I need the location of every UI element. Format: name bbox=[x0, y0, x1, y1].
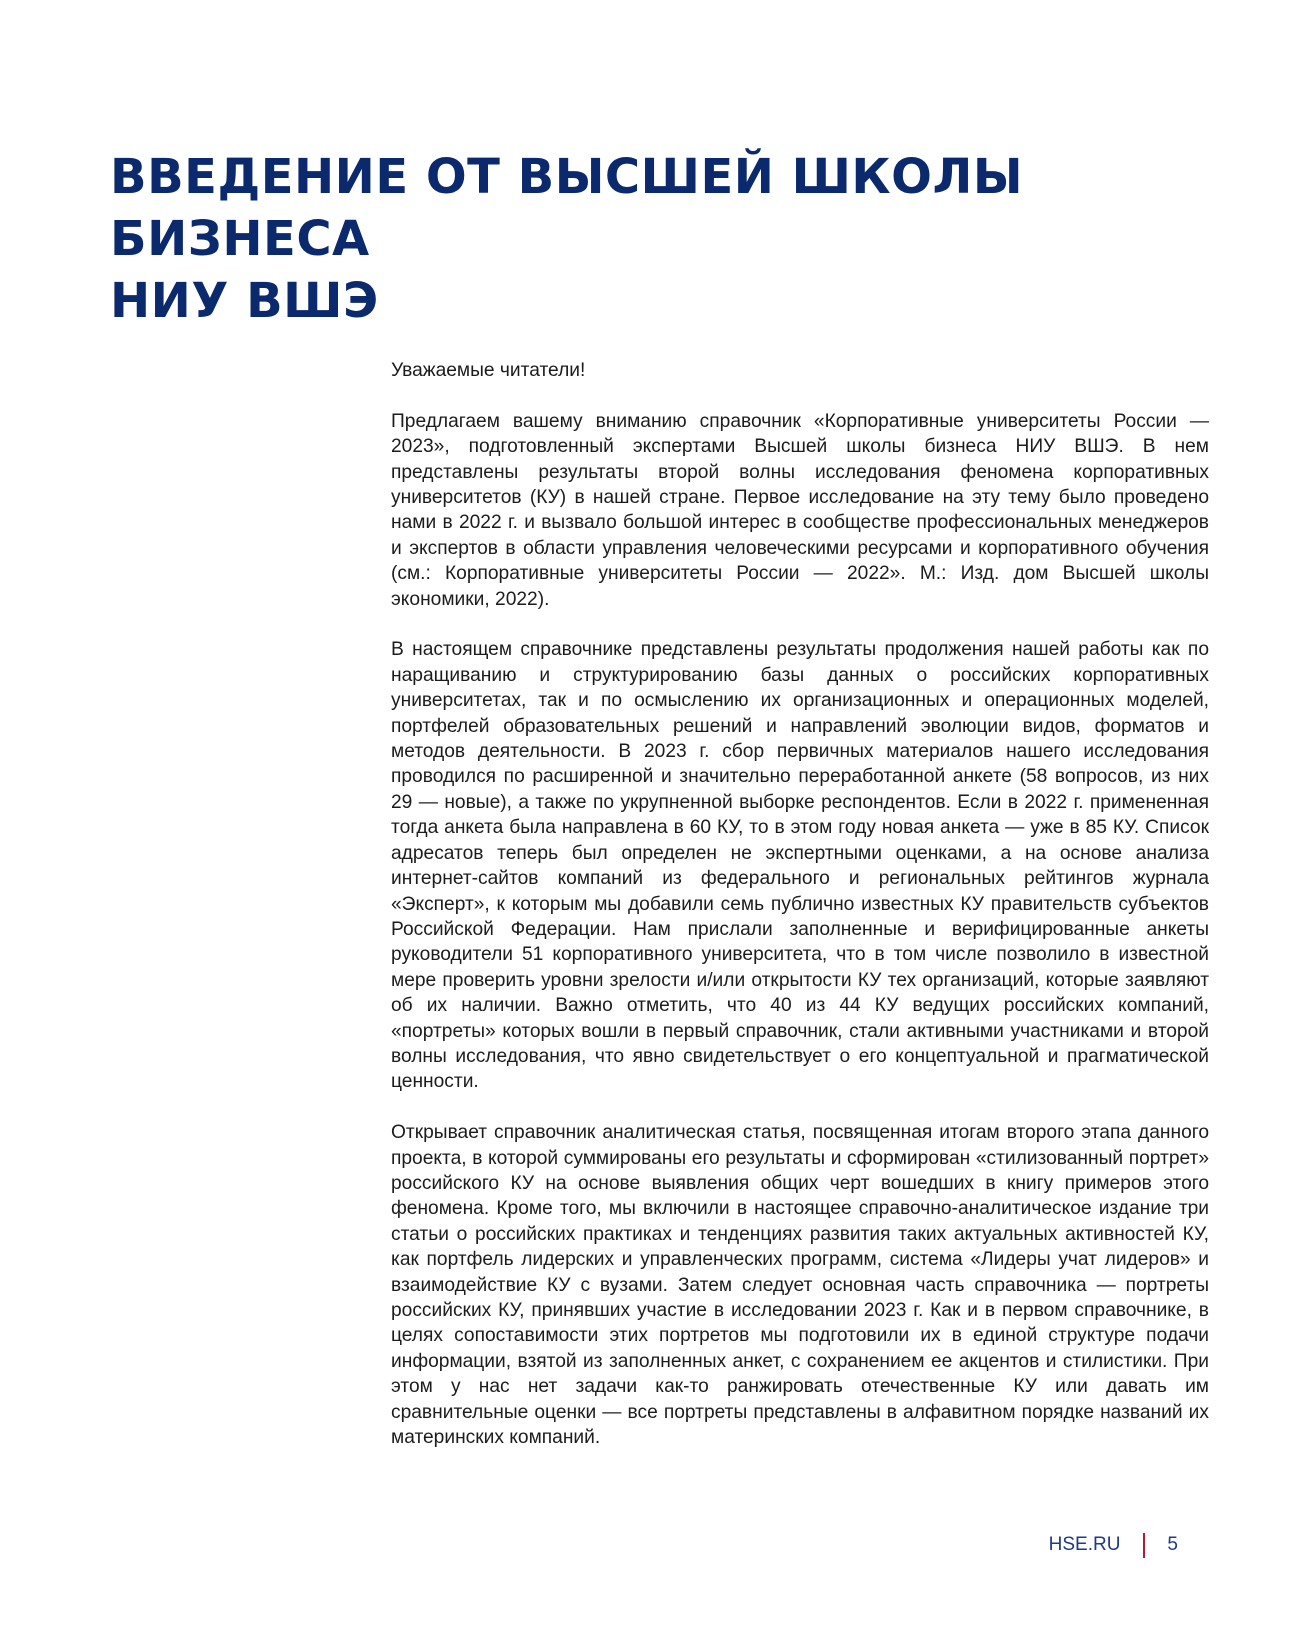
page-footer bbox=[1049, 1532, 1178, 1558]
page-title bbox=[110, 146, 1230, 332]
page-number: 5 bbox=[1167, 1534, 1178, 1555]
site-link[interactable]: HSE.RU bbox=[1048, 1534, 1121, 1555]
footer-separator bbox=[1143, 1533, 1145, 1558]
paragraph-3: Открывает справочник аналитическая статья, посвященная итогам второго этапа данного проекта, в которой суммированы его результаты и сформирован «стилизованный портрет» российского КУ на основе выявления общих черт вошедших в книгу примеров этого феномена. Кроме того, мы включили в настоящее справочно-аналитическое издание три статьи о российских практиках и тенденциях развития таких актуальных активностей КУ, как портфель лидерских и управленческих программ, система «Лидеры учат лидеров» и взаимодействие КУ с вузами. Затем следует основная часть справочника — портреты российских КУ, принявших участие в исследовании 2023 г. Как и в первом справочнике, в целях сопоставимости этих портретов мы подготовили их в единой структуре подачи информации, взятой из заполненных анкет, с сохранением ее акцентов и стилистики. При этом у нас нет задачи как-то ранжировать отечественные КУ или давать им сравнительные оценки — все портреты представлены в алфавитном порядке названий их материнских компаний. bbox=[391, 1122, 1209, 1449]
paragraph-2: В настоящем справочнике представлены результаты продолжения нашей работы как по наращиванию и структурированию базы данных о российских корпоративных университетах, так и по осмыслению их организационных и операционных моделей, портфелей образовательных решений и направлений эволюции видов, форматов и методов деятельности. В 2023 г. сбор первичных материалов нашего исследования проводился по расширенной и значительно переработанной анкете (58 вопросов, из них 29 — новые), а также по укрупненной выборке респондентов. Если в 2022 г. примененная тогда анкета была направлена в 60 КУ, то в этом году новая анкета — уже в 85 КУ. Список адресатов теперь был определен не экспертными оценками, а на основе анализа интернет-сайтов компаний из федерального и региональных рейтингов журнала «Эксперт», к которым мы добавили семь публично известных КУ правительств субъектов Российской Федерации. Нам прислали заполненные и верифицированные анкеты руководители 51 корпоративного университета, что в том числе позволило в известной мере проверить уровни зрелости и/или открытости КУ тех организаций, которые заявляют об их наличии. Важно отметить, что 40 из 44 КУ ведущих российских компаний, «портреты» которых вошли в первый справочник, стали активными участниками и второй волны исследования, что явно свидетельствует о его концептуальной и прагматической ценности. bbox=[391, 639, 1209, 1093]
body-text bbox=[391, 358, 1209, 1476]
title-line-1: ВВЕДЕНИЕ ОТ ВЫСШЕЙ ШКОЛЫ БИЗНЕСА bbox=[110, 149, 1024, 267]
title-line-2: НИУ ВШЭ bbox=[110, 273, 379, 329]
greeting: Уважаемые читатели! bbox=[391, 360, 586, 381]
paragraph-1: Предлагаем вашему вниманию справочник «Корпоративные университеты России — 2023», подготовленный экспертами Высшей школы бизнеса НИУ ВШЭ. В нем представлены результаты второй волны исследования феномена корпоративных университетов (КУ) в нашей стране. Первое исследование на эту тему было проведено нами в 2022 г. и вызвало большой интерес в сообществе профессиональных менеджеров и экспертов в области управления человеческими ресурсами и корпоративного обучения (см.: Корпоративные университеты России — 2022». М.: Изд. дом Высшей школы экономики, 2022). bbox=[391, 410, 1209, 610]
